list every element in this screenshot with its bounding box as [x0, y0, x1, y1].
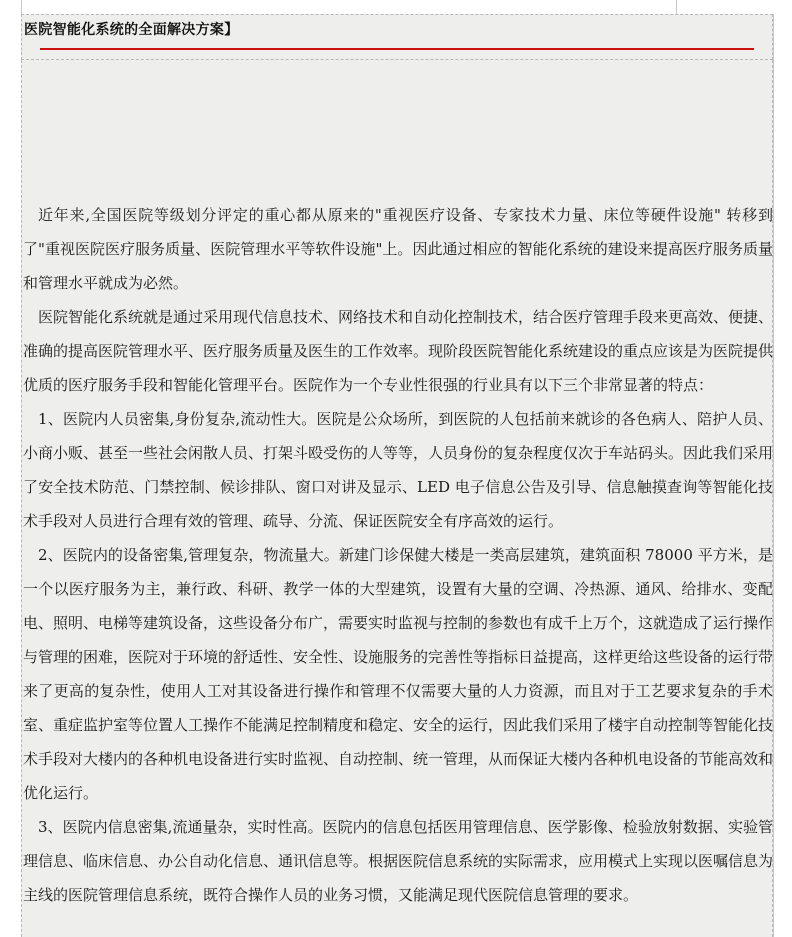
- paragraph-intro: 近年来,全国医院等级划分评定的重心都从原来的"重视医疗设备、专家技术力量、床位等硬件设施" 转移到了"重视医院医疗服务质量、医院管理水平等软件设施"上。因此通过相应的智能化系统的建设来提高医疗服务质量和管理水平就成为必然。: [23, 206, 773, 292]
- margin-guide-top-left: [21, 0, 22, 14]
- document-title: 医院智能化系统的全面解决方案】: [24, 22, 239, 38]
- paragraph-feature-3: 3、医院内信息密集,流通量杂，实时性高。医院内的信息包括医用管理信息、医学影像、检验放射数据、实验管理信息、临床信息、办公自动化信息、通讯信息等。根据医院信息系统的实际需求，应用模式上实现以医嘱信息为主线的医院管理信息系统，既符合操作人员的业务习惯，又能满足现代医院信息管理的要求。: [23, 818, 774, 904]
- paragraph-feature-1: 1、医院内人员密集,身份复杂,流动性大。医院是公众场所，到医院的人包括前来就诊的各色病人、陪护人员、小商小贩、甚至一些社会闲散人员、打架斗殴受伤的人等等，人员身份的复杂程度仅次于车站码头。因此我们采用了安全技术防范、门禁控制、候诊排队、窗口对讲及显示、LED 电子信息公告及引导、信息触摸查询等智能化技术手段对人员进行合理有效的管理、疏导、分流、保证医院安全有序高效的运行。: [23, 410, 774, 530]
- body-text-region[interactable]: [21, 60, 773, 937]
- header-red-rule: [40, 48, 754, 50]
- margin-guide-right: [773, 14, 774, 937]
- header-region[interactable]: [21, 14, 773, 60]
- paragraph-feature-2: 2、医院内的设备密集,管理复杂，物流量大。新建门诊保健大楼是一类高层建筑，建筑面积 78000 平方米，是一个以医疗服务为主，兼行政、科研、教学一体的大型建筑，设置有大量的空调、冷热源、通风、给排水、变配电、照明、电梯等建筑设备，这些设备分布广，需要实时监视与控制的参数也有成千上万个，这就造成了运行操作与管理的困难，医院对于环境的舒适性、安全性、设施服务的完善性等指标日益提高，这样更给这些设备的运行带来了更高的复杂性，使用人工对其设备进行操作和管理不仅需要大量的人力资源，而且对于工艺要求复杂的手术室、重症监护室等位置人工操作不能满足控制精度和稳定、安全的运行，因此我们采用了楼宇自动控制等智能化技术手段对大楼内的各种机电设备进行实时监视、自动控制、统一管理，从而保证大楼内各种机电设备的节能高效和优化运行。: [23, 546, 774, 802]
- body-content: [23, 198, 773, 912]
- margin-guide-top-right: [676, 0, 677, 14]
- paragraph-definition: 医院智能化系统就是通过采用现代信息技术、网络技术和自动化控制技术，结合医疗管理手段来更高效、便捷、准确的提高医院管理水平、医疗服务质量及医生的工作效率。现阶段医院智能化系统建设的重点应该是为医院提供优质的医疗服务手段和智能化管理平台。医院作为一个专业性很强的行业具有以下三个非常显著的特点：: [23, 308, 774, 394]
